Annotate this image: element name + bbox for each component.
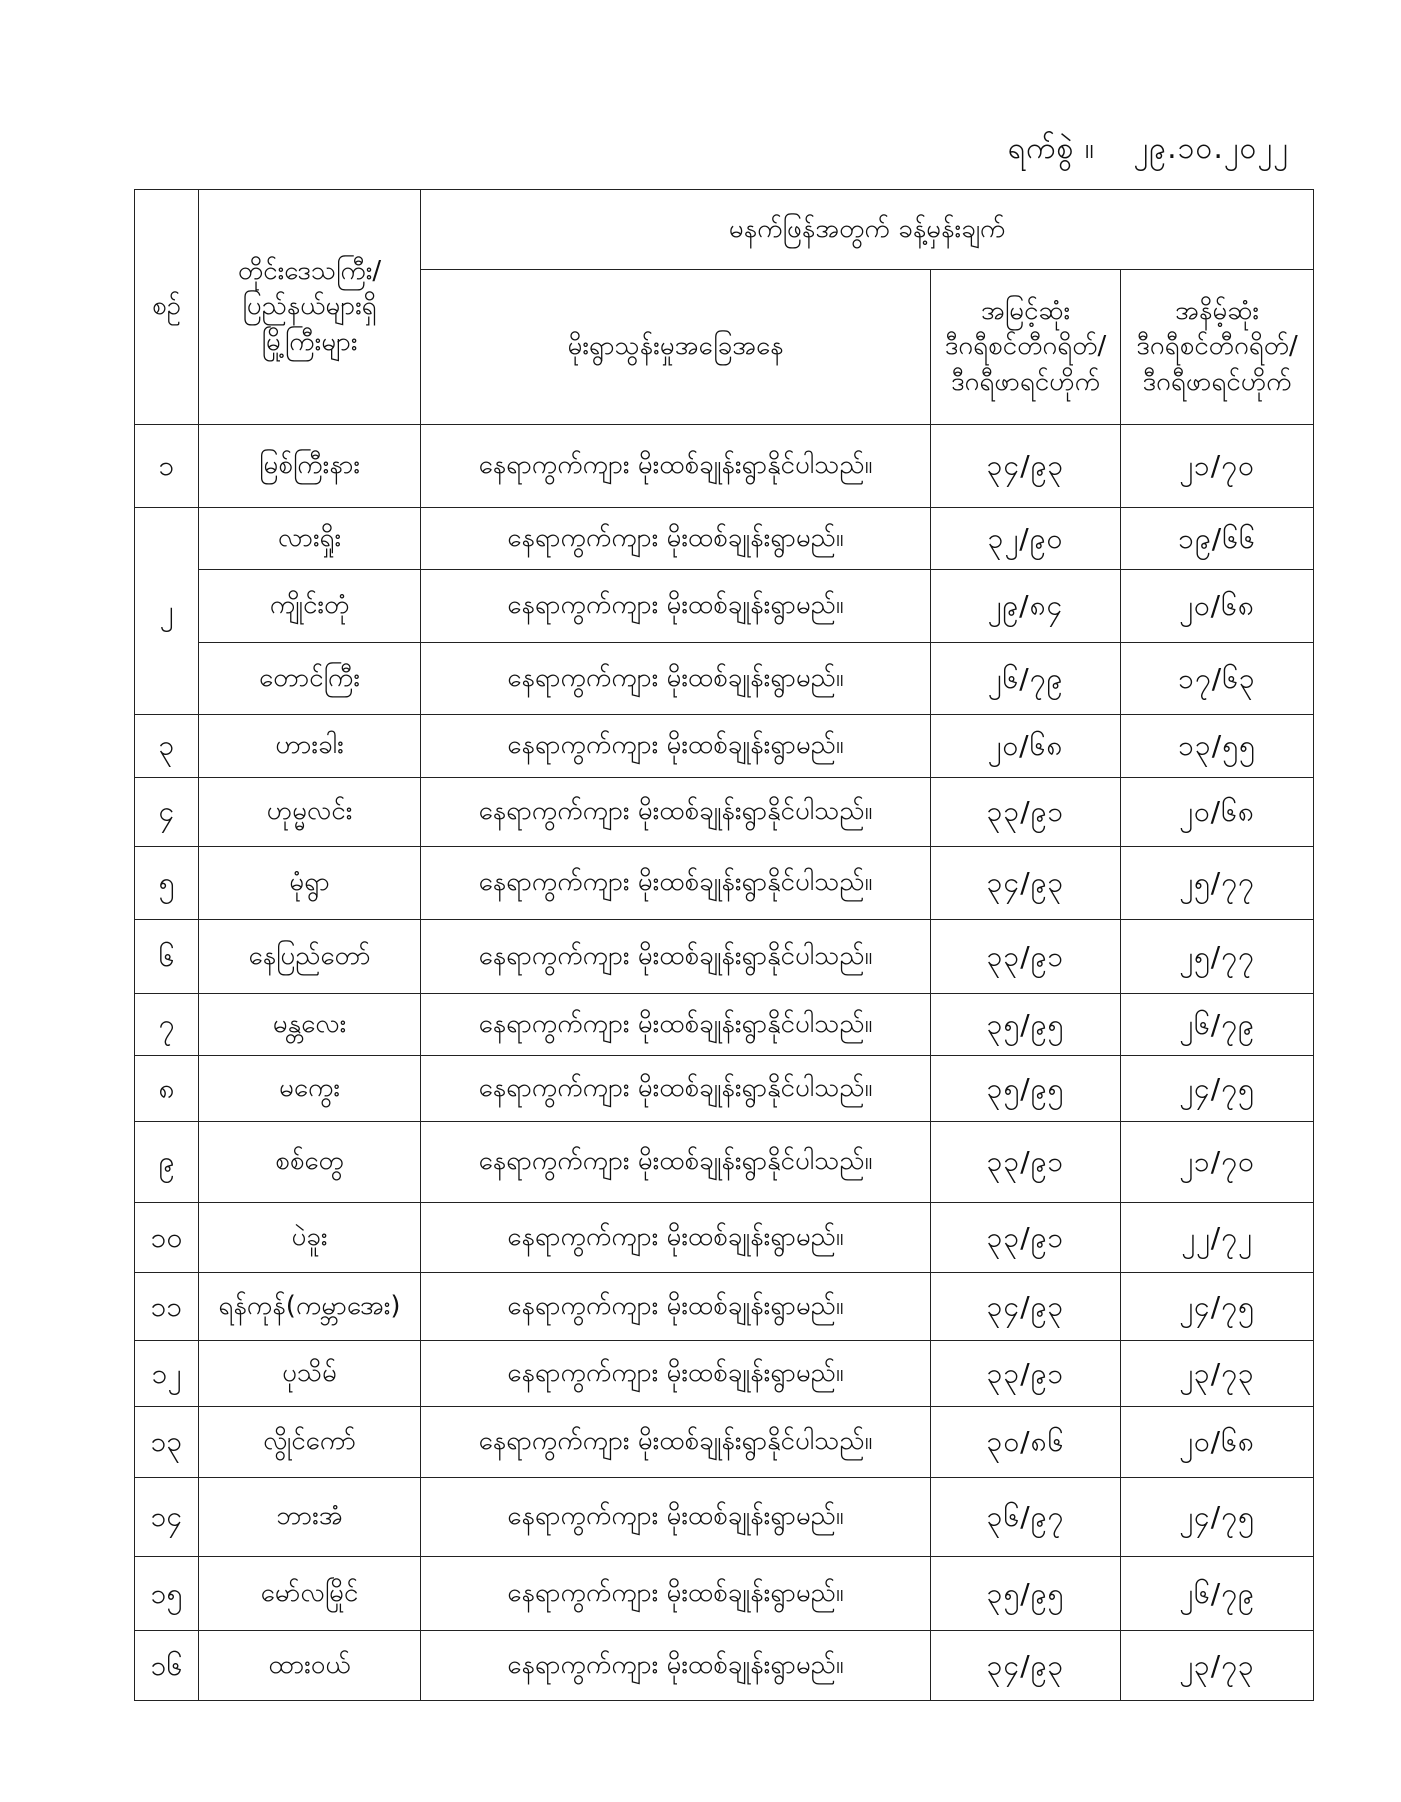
table-row xyxy=(135,778,1314,847)
table-row xyxy=(135,1407,1314,1478)
table-row xyxy=(135,920,1314,994)
row-min-temp: ၂၄/၇၅ xyxy=(1121,1056,1314,1122)
row-number: ၁၂ xyxy=(135,1341,199,1407)
row-condition: နေရာကွက်ကျား မိုးထစ်ချုန်းရွာနိုင်ပါသည်။ xyxy=(421,920,931,994)
row-min-temp: ၂၅/၇၇ xyxy=(1121,847,1314,920)
row-city: နေပြည်တော် xyxy=(199,920,421,994)
table-row xyxy=(135,643,1314,715)
col-header-max-line: ဒီဂရီဖာရင်ဟိုက် xyxy=(950,366,1101,397)
row-condition: နေရာကွက်ကျား မိုးထစ်ချုန်းရွာနိုင်ပါသည်။ xyxy=(421,994,931,1056)
row-min-temp: ၂၅/၇၇ xyxy=(1121,920,1314,994)
row-condition: နေရာကွက်ကျား မိုးထစ်ချုန်းရွာမည်။ xyxy=(421,715,931,778)
row-condition: နေရာကွက်ကျား မိုးထစ်ချုန်းရွာနိုင်ပါသည်။ xyxy=(421,1056,931,1122)
row-max-temp: ၃၃/၉၁ xyxy=(931,778,1121,847)
row-min-temp: ၁၇/၆၃ xyxy=(1121,643,1314,715)
row-city: ဟားခါး xyxy=(199,715,421,778)
row-city: မန္တလေး xyxy=(199,994,421,1056)
row-city: မော်လမြိုင် xyxy=(199,1557,421,1631)
date-value: ၂၉.၁၀.၂၀၂၂ xyxy=(1133,131,1289,166)
row-max-temp: ၃၅/၉၅ xyxy=(931,1056,1121,1122)
row-min-temp: ၂၆/၇၉ xyxy=(1121,1557,1314,1631)
row-min-temp: ၂၃/၇၃ xyxy=(1121,1341,1314,1407)
row-max-temp: ၃၃/၉၁ xyxy=(931,920,1121,994)
date-line xyxy=(1008,128,1289,173)
row-city: လားရှိုး xyxy=(199,508,421,570)
row-condition: နေရာကွက်ကျား မိုးထစ်ချုန်းရွာနိုင်ပါသည်။ xyxy=(421,425,931,508)
row-number: ၇ xyxy=(135,994,199,1056)
date-label: ရက်စွဲ ။ xyxy=(1007,131,1095,166)
row-max-temp: ၃၃/၉၁ xyxy=(931,1341,1121,1407)
table-row xyxy=(135,508,1314,570)
row-min-temp: ၂၆/၇၉ xyxy=(1121,994,1314,1056)
row-max-temp: ၃၄/၉၃ xyxy=(931,1273,1121,1341)
row-max-temp: ၃၆/၉၇ xyxy=(931,1478,1121,1557)
row-max-temp: ၂၆/၇၉ xyxy=(931,643,1121,715)
table-row xyxy=(135,715,1314,778)
row-number: ၁၃ xyxy=(135,1407,199,1478)
row-min-temp: ၂၀/၆၈ xyxy=(1121,1407,1314,1478)
row-city: လွိုင်ကော် xyxy=(199,1407,421,1478)
row-city: ကျိုင်းတုံ xyxy=(199,570,421,643)
row-condition: နေရာကွက်ကျား မိုးထစ်ချုန်းရွာနိုင်ပါသည်။ xyxy=(421,1122,931,1203)
row-min-temp: ၁၉/၆၆ xyxy=(1121,508,1314,570)
row-max-temp: ၃၃/၉၁ xyxy=(931,1122,1121,1203)
row-condition: နေရာကွက်ကျား မိုးထစ်ချုန်းရွာနိုင်ပါသည်။ xyxy=(421,1407,931,1478)
row-number: ၆ xyxy=(135,920,199,994)
row-number: ၉ xyxy=(135,1122,199,1203)
row-max-temp: ၃၄/၉၃ xyxy=(931,1631,1121,1701)
row-condition: နေရာကွက်ကျား မိုးထစ်ချုန်းရွာနိုင်ပါသည်။ xyxy=(421,778,931,847)
row-max-temp: ၃၅/၉၅ xyxy=(931,1557,1121,1631)
row-min-temp: ၂၄/၇၅ xyxy=(1121,1478,1314,1557)
group-header-forecast: မနက်ဖြန်အတွက် ခန့်မှန်းချက် xyxy=(421,190,1314,270)
row-condition: နေရာကွက်ကျား မိုးထစ်ချုန်းရွာမည်။ xyxy=(421,643,931,715)
row-city: စစ်တွေ xyxy=(199,1122,421,1203)
row-city: ပဲခူး xyxy=(199,1203,421,1273)
row-number: ၁ xyxy=(135,425,199,508)
row-max-temp: ၂၉/၈၄ xyxy=(931,570,1121,643)
table-row xyxy=(135,425,1314,508)
row-condition: နေရာကွက်ကျား မိုးထစ်ချုန်းရွာမည်။ xyxy=(421,1273,931,1341)
row-city: ရန်ကုန်(ကမ္ဘာအေး) xyxy=(199,1273,421,1341)
table-row xyxy=(135,1557,1314,1631)
table-row xyxy=(135,1122,1314,1203)
row-number: ၁၀ xyxy=(135,1203,199,1273)
row-number: ၁၅ xyxy=(135,1557,199,1631)
row-min-temp: ၂၀/၆၈ xyxy=(1121,778,1314,847)
row-min-temp: ၂၀/၆၈ xyxy=(1121,570,1314,643)
row-condition: နေရာကွက်ကျား မိုးထစ်ချုန်းရွာမည်။ xyxy=(421,570,931,643)
row-max-temp: ၃၅/၉၅ xyxy=(931,994,1121,1056)
table-row xyxy=(135,1478,1314,1557)
row-max-temp: ၃၄/၉၃ xyxy=(931,425,1121,508)
table-row xyxy=(135,570,1314,643)
col-header-max-line: ဒီဂရီစင်တီဂရိတ်/ xyxy=(944,331,1107,362)
row-city: ဘားအံ xyxy=(199,1478,421,1557)
table-row xyxy=(135,1056,1314,1122)
row-max-temp: ၃၄/၉၃ xyxy=(931,847,1121,920)
row-number: ၁၁ xyxy=(135,1273,199,1341)
row-city: တောင်ကြီး xyxy=(199,643,421,715)
col-header-min-line: ဒီဂရီစင်တီဂရိတ်/ xyxy=(1136,331,1298,362)
col-header-condition: မိုးရွာသွန်းမှုအခြေအနေ xyxy=(421,270,931,425)
col-header-city-line: တိုင်းဒေသကြီး/ xyxy=(237,256,382,287)
row-number: ၈ xyxy=(135,1056,199,1122)
table-row xyxy=(135,1341,1314,1407)
row-max-temp: ၃၃/၉၁ xyxy=(931,1203,1121,1273)
row-max-temp: ၃၂/၉၀ xyxy=(931,508,1121,570)
row-min-temp: ၂၁/၇၀ xyxy=(1121,1122,1314,1203)
col-header-max-line: အမြင့်ဆုံး xyxy=(980,296,1071,327)
table-row xyxy=(135,1631,1314,1701)
row-city: မြစ်ကြီးနား xyxy=(199,425,421,508)
row-min-temp: ၁၃/၅၅ xyxy=(1121,715,1314,778)
row-city: ထားဝယ် xyxy=(199,1631,421,1701)
forecast-table xyxy=(134,189,1314,1701)
row-number: ၁၆ xyxy=(135,1631,199,1701)
row-city: မုံရွာ xyxy=(199,847,421,920)
table-row xyxy=(135,1273,1314,1341)
table-row xyxy=(135,847,1314,920)
col-header-min-line: ဒီဂရီဖာရင်ဟိုက် xyxy=(1142,366,1292,397)
col-header-min xyxy=(1121,270,1314,425)
row-number: ၃ xyxy=(135,715,199,778)
row-city: မကွေး xyxy=(199,1056,421,1122)
col-header-min-line: အနိမ့်ဆုံး xyxy=(1175,296,1259,327)
row-min-temp: ၂၁/၇၀ xyxy=(1121,425,1314,508)
row-number: ၁၄ xyxy=(135,1478,199,1557)
col-header-city-line: မြို့ကြီးများ xyxy=(261,326,358,357)
row-condition: နေရာကွက်ကျား မိုးထစ်ချုန်းရွာနိုင်ပါသည်။ xyxy=(421,847,931,920)
row-number: ၅ xyxy=(135,847,199,920)
row-number: ၄ xyxy=(135,778,199,847)
col-header-city-line: ပြည်နယ်များရှိ xyxy=(242,291,377,322)
row-max-temp: ၃၀/၈၆ xyxy=(931,1407,1121,1478)
row-min-temp: ၂၄/၇၅ xyxy=(1121,1273,1314,1341)
row-condition: နေရာကွက်ကျား မိုးထစ်ချုန်းရွာမည်။ xyxy=(421,1203,931,1273)
col-header-no: စဉ် xyxy=(135,190,199,425)
table-row xyxy=(135,1203,1314,1273)
row-condition: နေရာကွက်ကျား မိုးထစ်ချုန်းရွာမည်။ xyxy=(421,508,931,570)
row-number: ၂ xyxy=(135,508,199,715)
row-condition: နေရာကွက်ကျား မိုးထစ်ချုန်းရွာမည်။ xyxy=(421,1631,931,1701)
col-header-max xyxy=(931,270,1121,425)
row-city: ဟုမ္မလင်း xyxy=(199,778,421,847)
row-min-temp: ၂၂/၇၂ xyxy=(1121,1203,1314,1273)
col-header-city xyxy=(199,190,421,425)
row-condition: နေရာကွက်ကျား မိုးထစ်ချုန်းရွာမည်။ xyxy=(421,1478,931,1557)
row-city: ပုသိမ် xyxy=(199,1341,421,1407)
row-condition: နေရာကွက်ကျား မိုးထစ်ချုန်းရွာမည်။ xyxy=(421,1557,931,1631)
row-condition: နေရာကွက်ကျား မိုးထစ်ချုန်းရွာမည်။ xyxy=(421,1341,931,1407)
row-min-temp: ၂၃/၇၃ xyxy=(1121,1631,1314,1701)
row-max-temp: ၂၀/၆၈ xyxy=(931,715,1121,778)
table-row xyxy=(135,994,1314,1056)
